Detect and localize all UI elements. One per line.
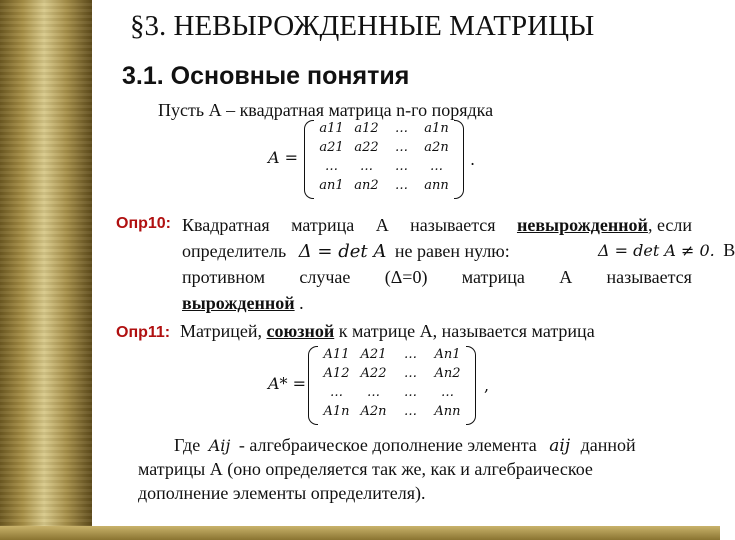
term-degenerate: вырожденной xyxy=(182,293,295,313)
matrix-cell: a21 xyxy=(319,140,344,155)
word: В xyxy=(723,240,735,260)
explanation-line-3: дополнение элементы определителя). xyxy=(138,483,426,503)
explanation-line-1 xyxy=(138,433,694,457)
definition-10-line-4 xyxy=(182,290,692,316)
term-adjoint: союзной xyxy=(266,321,335,341)
term-nondegenerate-group xyxy=(517,212,692,238)
word: данной xyxy=(580,435,636,455)
matrix-cell: An1 xyxy=(434,347,461,362)
matrix-a-body xyxy=(304,120,464,200)
word: называется xyxy=(410,215,496,235)
matrix-cell: … xyxy=(395,121,408,136)
matrix-cell: … xyxy=(395,140,408,155)
matrix-a-period: . xyxy=(470,150,476,169)
adjoint-right-bracket xyxy=(466,346,476,425)
matrix-cell: A11 xyxy=(323,347,350,362)
word: называется xyxy=(606,267,692,287)
word: к матрице А, называется матрица xyxy=(334,321,595,341)
definition-10-line-1 xyxy=(182,212,692,238)
matrix-cell: A2n xyxy=(360,404,387,419)
determinant-formula: Δ = det A xyxy=(298,241,387,262)
matrix-cell: … xyxy=(441,385,454,400)
matrix-cell: A21 xyxy=(360,347,387,362)
matrix-cell: A22 xyxy=(360,366,387,381)
word: матрица xyxy=(461,267,525,287)
matrix-cell: … xyxy=(360,159,373,174)
matrix-cell: Ann xyxy=(434,404,461,419)
decorative-gold-band xyxy=(0,0,92,540)
element-symbol: aij xyxy=(549,436,571,456)
matrix-cell: ann xyxy=(424,178,449,193)
word: определитель xyxy=(182,241,287,261)
definition-11-text xyxy=(180,321,595,342)
term-nondegenerate: невырожденной xyxy=(516,215,648,235)
intro-text: Пусть А – квадратная матрица n-го порядка xyxy=(158,100,494,120)
matrix-cell: … xyxy=(330,385,343,400)
definition-10-label: Опр10: xyxy=(116,215,172,232)
slide-title: §3. НЕВЫРОЖДЕННЫЕ МАТРИЦЫ xyxy=(130,10,595,42)
matrix-cell: an2 xyxy=(354,178,379,193)
matrix-cell: a2n xyxy=(424,140,449,155)
explanation-line-2: матрицы А (оно определяется так же, как и алгебраическое xyxy=(138,459,593,479)
nonzero-determinant-group xyxy=(598,240,735,261)
matrix-cell: a1n xyxy=(424,121,449,136)
word: - алгебраическое дополнение элемента xyxy=(238,435,537,455)
nonzero-determinant-formula: Δ = det A ≠ 0. xyxy=(598,241,715,260)
matrix-cell: … xyxy=(404,404,417,419)
definition-10-text xyxy=(182,212,692,316)
definition-10-line-3 xyxy=(182,264,692,290)
word: А xyxy=(559,267,573,287)
word: . xyxy=(294,293,304,313)
word: случае xyxy=(299,267,351,287)
adjoint-left-bracket xyxy=(308,346,318,425)
word: А xyxy=(375,215,389,235)
matrix-cell: … xyxy=(404,366,417,381)
decorative-bottom-band xyxy=(0,526,720,540)
word: , если xyxy=(647,215,692,235)
definition-11-label: Опр11: xyxy=(116,324,171,341)
matrix-cell: … xyxy=(395,178,408,193)
matrix-a xyxy=(268,120,498,200)
word: не равен нулю: xyxy=(394,241,510,261)
word: матрица xyxy=(291,215,355,235)
word: Квадратная xyxy=(182,215,270,235)
cofactor-symbol: Aij xyxy=(208,436,231,455)
word: (Δ=0) xyxy=(384,267,428,287)
matrix-cell: … xyxy=(367,385,380,400)
explanation-text xyxy=(138,433,694,505)
matrix-cell: … xyxy=(325,159,338,174)
adjoint-matrix-comma: , xyxy=(484,376,490,395)
matrix-cell: a11 xyxy=(319,121,344,136)
adjoint-matrix-body xyxy=(308,346,476,426)
matrix-cell: … xyxy=(430,159,443,174)
matrix-cell: … xyxy=(404,347,417,362)
matrix-cell: an1 xyxy=(319,178,344,193)
section-subtitle: 3.1. Основные понятия xyxy=(122,62,410,90)
matrix-a-right-bracket xyxy=(454,120,464,199)
matrix-cell: a22 xyxy=(354,140,379,155)
word: противном xyxy=(182,267,266,287)
adjoint-matrix-name: A* = xyxy=(268,374,307,393)
matrix-cell: An2 xyxy=(434,366,461,381)
matrix-a-left-bracket xyxy=(304,120,314,199)
matrix-a-name: A = xyxy=(268,148,299,167)
matrix-cell: … xyxy=(395,159,408,174)
word: Матрицей, xyxy=(180,321,267,341)
word: Где xyxy=(174,435,201,455)
matrix-cell: … xyxy=(404,385,417,400)
matrix-cell: a12 xyxy=(354,121,379,136)
adjoint-matrix xyxy=(268,346,498,426)
matrix-cell: A1n xyxy=(323,404,350,419)
matrix-cell: A12 xyxy=(323,366,350,381)
